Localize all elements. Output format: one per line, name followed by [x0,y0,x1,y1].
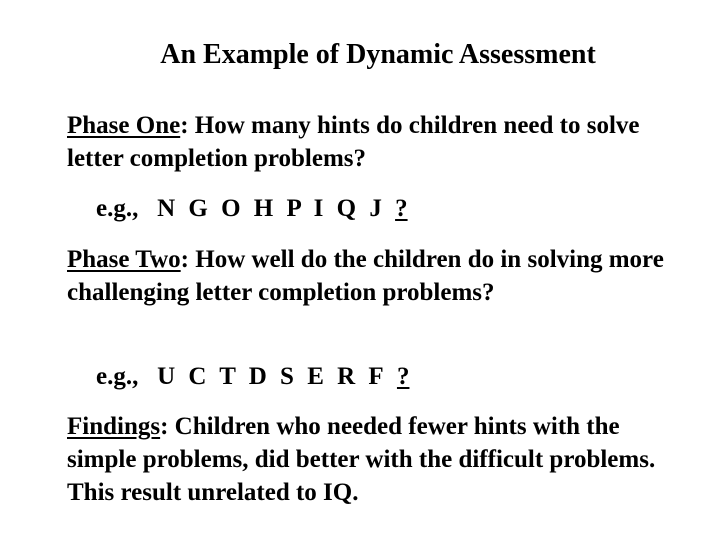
example-one [96,192,408,225]
phase-one-paragraph [67,109,667,175]
slide-title: An Example of Dynamic Assessment [160,39,596,70]
example-two-prefix: e.g., [96,363,139,390]
example-one-unknown: ? [395,195,408,222]
phase-two-paragraph [67,243,667,309]
example-one-prefix: e.g., [96,195,139,222]
phase-two-heading: Phase Two [67,246,181,273]
example-two-unknown: ? [396,363,410,390]
phase-two-text: : How well do the children do in solving more challenging letter completion problems? [67,246,664,306]
findings-heading: Findings [67,413,161,440]
phase-one-text: : How many hints do children need to solve letter completion problems? [67,112,640,172]
example-two-sequence: U C T D S E R F [157,363,384,390]
findings-paragraph [67,410,667,509]
phase-one-heading: Phase One [67,112,181,139]
findings-text: : Children who needed fewer hints with the simple problems, did better with the difficult problems. This result unrelated to IQ. [67,413,656,506]
example-one-sequence: N G O H P I Q J [157,195,382,222]
example-two [96,360,409,393]
